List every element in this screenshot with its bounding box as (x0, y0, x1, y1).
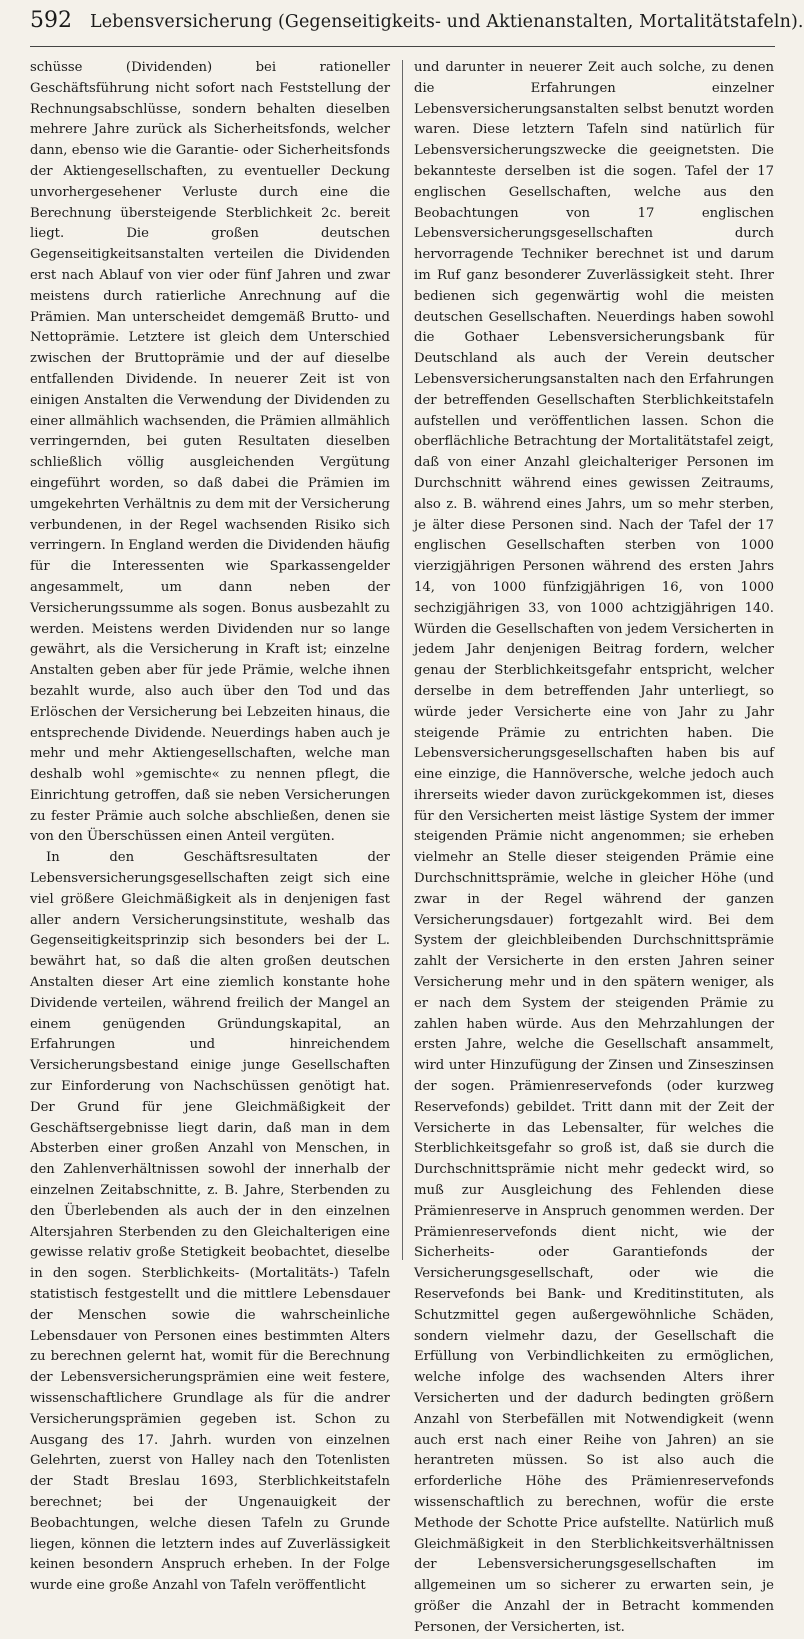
page-header (30, 8, 804, 48)
page-number: 592 (30, 8, 72, 33)
right-column (414, 58, 774, 1635)
header-rule (30, 46, 775, 47)
running-title: Lebensversicherung (Gegenseitigkeits- und Aktienanstalten, Mortalitätstafeln). (90, 12, 804, 32)
column-divider (402, 60, 403, 1260)
left-column (30, 58, 390, 1594)
paragraph: schüsse (Dividenden) bei rationeller Geschäftsführung nicht sofort nach Feststellung der Rechnungsabschlüsse, sondern behalten dieselben mehrere Jahre zurück als Sicherheitsfonds, welcher dann, ebenso wie die Garantie- oder Sicherheitsfonds der Aktiengesellschaften, zu eventueller Deckung unvorhergesehener Verluste durch eine die Berechnung übersteigende Sterblichkeit 2c. bereit liegt. Die großen deutschen Gegenseitigkeitsanstalten verteilen die Dividenden erst nach Ablauf von vier oder fünf Jahren und zwar meistens durch ratierliche Anrechnung auf die Prämien. Man unterscheidet demgemäß Brutto- und Nettoprämie. Letztere ist gleich dem Unterschied zwischen der Bruttoprämie und der auf dieselbe entfallenden Dividende. In neuerer Zeit ist von einigen Anstalten die Verwendung der Dividenden zu einer allmählich wachsenden, die Prämien allmählich verringernden, bei guten Resultaten dieselben schließlich völlig ausgleichenden Vergütung eingeführt worden, so daß dabei die Prämien im umgekehrten Verhältnis zu dem mit der Versicherung verbundenen, in der Regel wachsenden Risiko sich verringern. In England werden die Dividenden häufig für die Interessenten wie Sparkassengelder angesammelt, um dann neben der Versicherungssumme als sogen. Bonus ausbezahlt zu werden. Meistens werden Dividenden nur so lange gewährt, als die Versicherung in Kraft ist; einzelne Anstalten geben aber für jede Prämie, welche ihnen bezahlt wurde, also auch über den Tod und das Erlöschen der Versicherung bei Lebzeiten hinaus, die entsprechende Dividende. Neuerdings haben auch je mehr und mehr Aktiengesellschaften, welche man deshalb wohl »gemischte« zu nennen pflegt, die Einrichtung getroffen, daß sie neben Versicherungen zu fester Prämie auch solche abschließen, denen sie von den Überschüssen einen Anteil vergüten. (30, 60, 390, 845)
paragraph: und darunter in neuerer Zeit auch solche, zu denen die Erfahrungen einzelner Lebensversicherungsanstalten selbst benutzt worden waren. Diese letztern Tafeln sind natürlich für Lebensversicherungszwecke die geeignetsten. Die bekannteste derselben ist die sogen. Tafel der 17 englischen Gesellschaften, welche aus den Beobachtungen von 17 englischen Lebensversicherungsgesellschaften durch hervorragende Techniker berechnet ist und darum im Ruf ganz besonderer Zuverlässigkeit steht. Ihrer bedienen sich gegenwärtig wohl die meisten deutschen Gesellschaften. Neuerdings haben sowohl die Gothaer Lebensversicherungsbank für Deutschland als auch der Verein deutscher Lebensversicherungsanstalten nach den Erfahrungen der betreffenden Gesellschaften Sterblichkeitstafeln aufstellen und veröffentlichen lassen. Schon die oberflächliche Betrachtung der Mortalitätstafel zeigt, daß von einer Anzahl gleichalteriger Personen im Durchschnitt während eines gewissen Zeitraums, also z. B. während eines Jahrs, um so mehr sterben, je älter diese Personen sind. Nach der Tafel der 17 englischen Gesellschaften sterben von 1000 vierzigjährigen Personen während des ersten Jahrs 14, von 1000 fünfzigjährigen 16, von 1000 sechzigjährigen 33, von 1000 achtzigjährigen 140. Würden die Gesellschaften von jedem Versicherten in jedem Jahr denjenigen Beitrag fordern, welcher genau der Sterblichkeitsgefahr entspricht, welcher derselbe in dem betreffenden Jahr unterliegt, so würde jeder Versicherte eine von Jahr zu Jahr steigende Prämie zu entrichten haben. Die Lebensversicherungsgesellschaften haben bis auf eine einzige, die Hannöversche, welche jedoch auch ihrerseits wieder davon zurückgekommen ist, dieses für den Versicherten meist lästige System der immer steigenden Prämie nicht angenommen; sie erheben vielmehr an Stelle dieser steigenden Prämie eine Durchschnittsprämie, welche in gleicher Höhe (und zwar in der Regel während der ganzen Versicherungsdauer) fortgezahlt wird. Bei dem System der gleichbleibenden Durchschnittsprämie zahlt der Versicherte in den ersten Jahren seiner Versicherung mehr und in den spätern weniger, als er nach dem System der steigenden Prämie zu zahlen haben würde. Aus den Mehrzahlungen der ersten Jahre, welche die Gesellschaft ansammelt, wird unter Hinzufügung der Zinsen und Zinseszinsen der sogen. Prämienreservefonds (oder kurzweg Reservefonds) gebildet. Tritt dann mit der Zeit der Versicherte in das Lebensalter, für welches die Sterblichkeitsgefahr so groß ist, daß sie durch die Durchschnittsprämie nicht mehr gedeckt wird, so muß zur Ausgleichung des Fehlenden diese Prämienreserve in Anspruch genommen werden. Der Prämienreservefonds dient nicht, wie der Sicherheits- oder Garantiefonds der Versicherungsgesellschaft, oder wie die Reservefonds bei Bank- und Kreditinstituten, als Schutzmittel gegen außergewöhnliche Schäden, sondern vielmehr dazu, der Gesellschaft die Erfüllung von Verbindlichkeiten zu ermöglichen, welche infolge des wachsenden Alters ihrer Versicherten und der dadurch bedingten größern Anzahl von Sterbefällen mit Notwendigkeit (wenn auch erst nach einer Reihe von Jahren) an sie herantreten müssen. So ist also auch die erforderliche Höhe des Prämienreservefonds wissenschaftlich zu berechnen, wofür die erste Methode der Schotte Price aufstellte. Natürlich muß Gleichmäßigkeit in den Sterblichkeitsverhältnissen der Lebensversicherungsgesellschaften im allgemeinen um so sicherer zu erwarten sein, je größer die Anzahl der in Betracht kommenden Personen, der Versicherten, ist. (414, 60, 774, 1635)
paragraph: In den Geschäftsresultaten der Lebensversicherungsgesellschaften zeigt sich eine viel größere Gleichmäßigkeit als in denjenigen fast aller andern Versicherungsinstitute, weshalb das Gegenseitigkeitsprinzip sich besonders bei der L. bewährt hat, so daß die alten großen deutschen Anstalten dieser Art eine ziemlich konstante hohe Dividende verteilen, während freilich der Mangel an einem genügenden Gründungskapital, an Erfahrungen und hinreichendem Versicherungsbestand einige junge Gesellschaften zur Einforderung von Nachschüssen genötigt hat. Der Grund für jene Gleichmäßigkeit der Geschäftsergebnisse liegt darin, daß man in dem Absterben einer großen Anzahl von Menschen, in den Zahlenverhältnissen sowohl der innerhalb der einzelnen Zeitabschnitte, z. B. Jahre, Sterbenden zu den Überlebenden als auch der in den einzelnen Altersjahren Sterbenden zu den Gleichalterigen eine gewisse relativ große Stetigkeit beobachtet, dieselbe in den sogen. Sterblichkeits- (Mortalitäts-) Tafeln statistisch festgestellt und die mittlere Lebensdauer der Menschen sowie die wahrscheinliche Lebensdauer von Personen eines bestimmten Alters zu berechnen gelernt hat, womit für die Berechnung der Lebensversicherungsprämien eine weit festere, wissenschaftlichere Grundlage als für die andrer Versicherungsprämien gegeben ist. Schon zu Ausgang des 17. Jahrh. wurden von einzelnen Gelehrten, zuerst von Halley nach den Totenlisten der Stadt Breslau 1693, Sterblichkeitstafeln berechnet; bei der Ungenauigkeit der Beobachtungen, welche diesen Tafeln zu Grunde liegen, können die letztern indes auf Zuverlässigkeit keinen besondern Anspruch erheben. In der Folge wurde eine große Anzahl von Tafeln veröffentlicht (30, 850, 390, 1594)
